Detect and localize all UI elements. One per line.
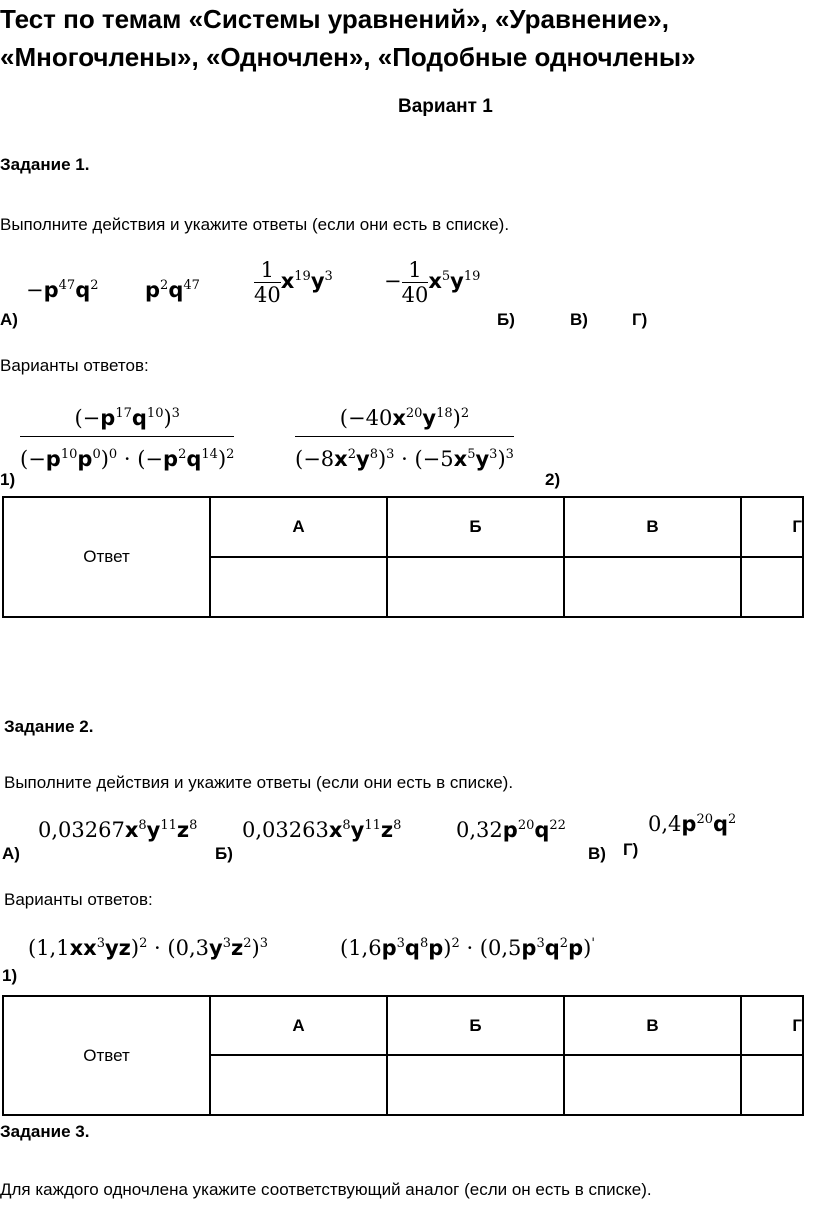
task1-option-label-b: Б) xyxy=(497,310,515,329)
task2-option-c-expr: $0,32p^{20}q^{22}$ xyxy=(456,818,566,842)
task1-option-label-d: Г) xyxy=(632,310,648,329)
answer-cell-b[interactable] xyxy=(387,557,564,617)
answer-column-c: В xyxy=(564,996,741,1055)
task2-option-label-c: В) xyxy=(588,844,606,863)
answer-column-a: А xyxy=(210,497,387,557)
answer-cell-b[interactable] xyxy=(387,1055,564,1115)
task1-answer-options-heading: Варианты ответов: xyxy=(0,356,149,375)
task1-expression-label-1: 1) xyxy=(0,470,16,489)
answer-cell-d[interactable] xyxy=(741,1055,803,1115)
title-line-2: «Многочлены», «Одночлен», «Подобные одночлены» xyxy=(0,42,696,72)
task1-expression-label-2: 2) xyxy=(545,470,561,489)
task1-heading: Задание 1. xyxy=(0,155,90,174)
task2-expression-1: $(1,1xx^3yz)^2 \cdot (0,3y^3z^2)^3$ xyxy=(28,936,268,960)
answer-cell-a[interactable] xyxy=(210,557,387,617)
task1-option-a-expr: $-p^{47}q^2$ xyxy=(26,278,99,302)
task1-option-d-expr: − $\frac{1}{40}$ $x^5y^{19}$ xyxy=(384,258,481,307)
task1-option-label-a: А) xyxy=(0,310,18,329)
task2-instruction: Выполните действия и укажите ответы (если они есть в списке). xyxy=(4,773,514,792)
answer-column-d: Г xyxy=(741,497,803,557)
task3-heading: Задание 3. xyxy=(0,1122,90,1141)
task1-option-c-expr: $\frac{1}{40}$ $x^{19}y^3$ xyxy=(254,258,333,307)
task1-instruction: Выполните действия и укажите ответы (если они есть в списке). xyxy=(0,215,510,234)
task2-answer-options-heading: Варианты ответов: xyxy=(4,890,153,909)
answer-cell-c[interactable] xyxy=(564,1055,741,1115)
task2-answer-table xyxy=(2,995,804,1116)
task3-instruction: Для каждого одночлена укажите соответствующий аналог (если он есть в списке). xyxy=(0,1180,652,1199)
answer-row-label: Ответ xyxy=(3,996,210,1115)
task2-heading: Задание 2. xyxy=(4,717,94,736)
task2-option-label-d: Г) xyxy=(623,840,639,859)
answer-cell-a[interactable] xyxy=(210,1055,387,1115)
answer-row-label: Ответ xyxy=(3,497,210,617)
task2-option-label-a: А) xyxy=(2,844,20,863)
task1-option-label-c: В) xyxy=(570,310,588,329)
variant-label: Вариант 1 xyxy=(398,96,493,117)
task1-expression-2: $\frac{(-40x^{20}y^{18})^2}{(-8x^2y^8)^3 \cdot (-5x^5y^3)^3}$ xyxy=(295,396,514,477)
task2-expression-2: $(1,6p^3q^8p)^2 \cdot (0,5p^3q^2p)'$ xyxy=(340,936,595,960)
answer-column-d: Г xyxy=(741,996,803,1055)
answer-column-b: Б xyxy=(387,497,564,557)
task1-option-b-expr: $p^2q^{47}$ xyxy=(145,278,200,302)
task1-expression-1: $\frac{(-p^{17}q^{10})^3}{(-p^{10}p^0)^0 \cdot (-p^2q^{14})^2}$ xyxy=(20,396,234,477)
answer-column-c: В xyxy=(564,497,741,557)
answer-cell-c[interactable] xyxy=(564,557,741,617)
answer-cell-d[interactable] xyxy=(741,557,803,617)
task1-answer-table xyxy=(2,496,804,618)
answer-column-b: Б xyxy=(387,996,564,1055)
task2-option-d-expr: $0,4p^{20}q^2$ xyxy=(648,812,737,836)
task2-option-b-expr: $0,03263x^8y^{11}z^8$ xyxy=(242,818,402,842)
task2-expression-label-1: 1) xyxy=(2,966,18,985)
title-line-1: Тест по темам «Системы уравнений», «Уравнение», xyxy=(0,4,669,34)
task2-option-a-expr: $0,03267x^8y^{11}z^8$ xyxy=(38,818,198,842)
answer-column-a: А xyxy=(210,996,387,1055)
task2-option-label-b: Б) xyxy=(215,844,233,863)
